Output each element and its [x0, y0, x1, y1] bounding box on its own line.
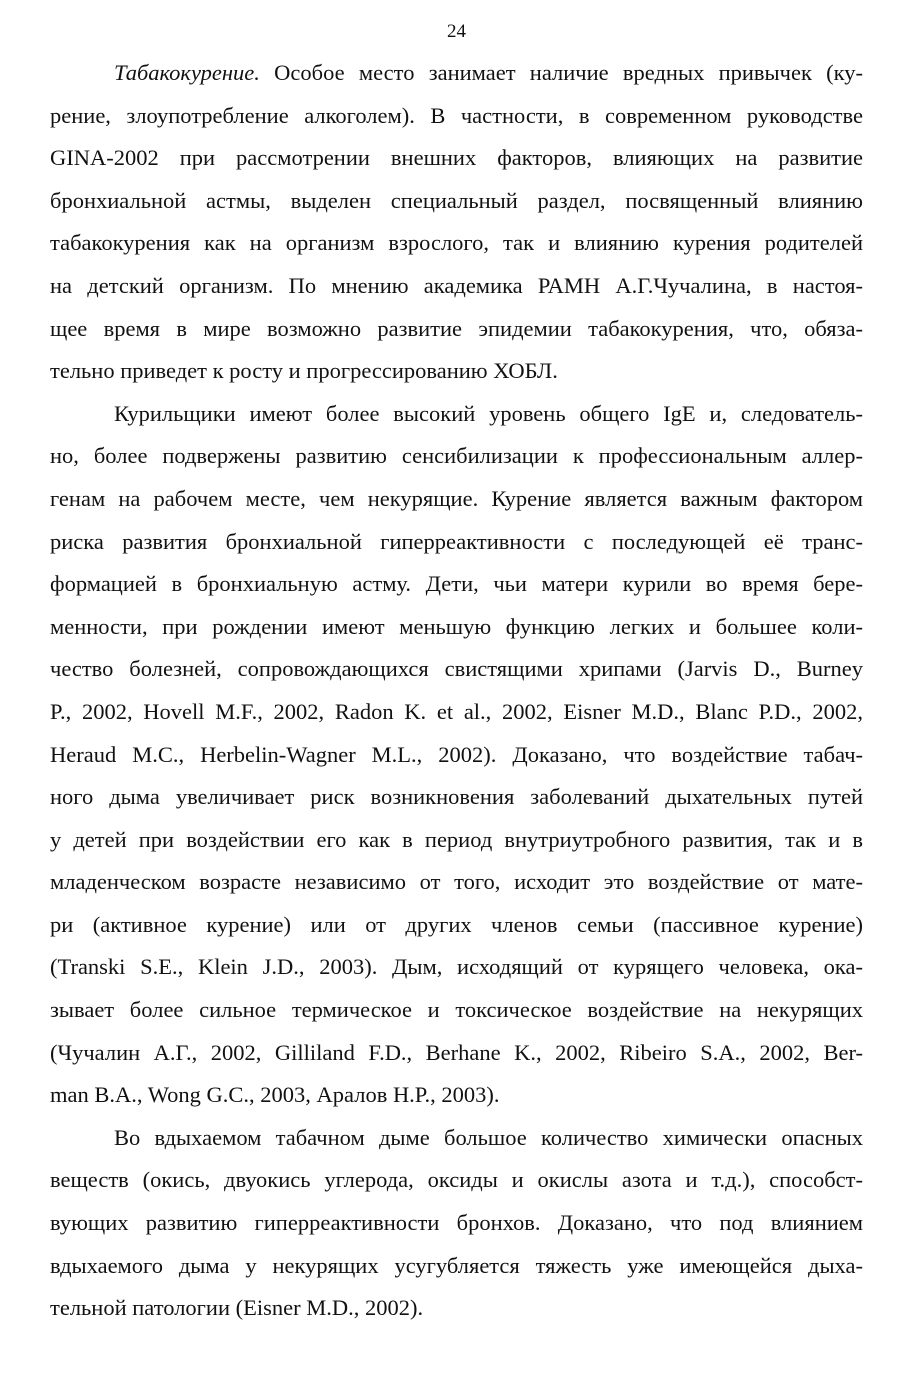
paragraph-1-line-1: [50, 52, 863, 95]
paragraph-1-line-4: бронхиальной астмы, выделен специальный раздел, посвященный влиянию: [50, 187, 863, 213]
paragraph-2-line-5: формацией в бронхиальную астму. Дети, чьи матери курили во время бере-: [50, 571, 863, 597]
paragraph-1-lead-term: Табакокурение.: [114, 60, 260, 85]
paragraph-1-line-1-text: Особое место занимает наличие вредных привычек (ку-: [259, 60, 863, 85]
paragraph-1-line-8: тельно приведет к росту и прогрессированию ХОБЛ.: [50, 358, 558, 384]
paragraph-1-line-3: GINA-2002 при рассмотрении внешних факторов, влияющих на развитие: [50, 145, 863, 171]
paragraph-2-line-15: зывает более сильное термическое и токсическое воздействие на некурящих: [50, 997, 863, 1023]
paragraph-2-line-3: генам на рабочем месте, чем некурящие. Курение является важным фактором: [50, 485, 863, 511]
paragraph-2-line-14: (Transki S.E., Klein J.D., 2003). Дым, исходящий от курящего человека, ока-: [50, 954, 863, 980]
paragraph-2-line-11: у детей при воздействии его как в период внутриутробного развития, так и в: [50, 826, 863, 852]
paragraph-2-line-10: ного дыма увеличивает риск возникновения заболеваний дыхательных путей: [50, 784, 863, 810]
paragraph-3-line-5: тельной патологии (Eisner M.D., 2002).: [50, 1295, 424, 1321]
paragraph-2-line-16: (Чучалин А.Г., 2002, Gilliland F.D., Berhane K., 2002, Ribeiro S.A., 2002, Ber-: [50, 1039, 863, 1065]
paragraph-3-line-4: вдыхаемого дыма у некурящих усугубляется тяжесть уже имеющейся дыха-: [50, 1252, 863, 1278]
paragraph-1-line-5: табакокурения как на организм взрослого, так и влиянию курения родителей: [50, 230, 863, 256]
paragraph-2-line-12: младенческом возрасте независимо от того, исходит это воздействие от мате-: [50, 869, 863, 895]
paragraph-2-line-9: Heraud M.C., Herbelin-Wagner M.L., 2002). Доказано, что воздействие табач-: [50, 741, 863, 767]
paragraph-2-line-2: но, более подвержены развитию сенсибилизации к профессиональным аллер-: [50, 443, 863, 469]
paragraph-3-line-3: вующих развитию гиперреактивности бронхов. Доказано, что под влиянием: [50, 1210, 863, 1236]
paragraph-2-line-6: менности, при рождении имеют меньшую функцию легких и большее коли-: [50, 613, 863, 639]
paragraph-3-line-2: веществ (окись, двуокись углерода, оксиды и окислы азота и т.д.), способст-: [50, 1167, 863, 1193]
paragraph-1-line-7: щее время в мире возможно развитие эпидемии табакокурения, что, обяза-: [50, 315, 863, 341]
paragraph-3-line-1: Во вдыхаемом табачном дыме большое количество химически опасных: [114, 1124, 863, 1150]
paragraph-2-line-4: риска развития бронхиальной гиперреактивности с последующей её транс-: [50, 528, 863, 554]
page-number: 24: [447, 21, 466, 42]
paragraph-2-line-17: man B.A., Wong G.C., 2003, Аралов Н.Р., 2003).: [50, 1082, 500, 1108]
paragraph-2-line-1: Курильщики имеют более высокий уровень общего IgE и, следователь-: [114, 400, 863, 426]
paragraph-2-line-7: чество болезней, сопровождающихся свистящими хрипами (Jarvis D., Burney: [50, 656, 863, 682]
paragraph-2-line-13: ри (активное курение) или от других членов семьи (пассивное курение): [50, 911, 863, 937]
paragraph-1-line-2: рение, злоупотребление алкоголем). В частности, в современном руководстве: [50, 102, 863, 128]
body-text: [50, 52, 863, 1330]
paragraph-2-line-8: P., 2002, Hovell M.F., 2002, Radon K. et al., 2002, Eisner M.D., Blanc P.D., 2002,: [50, 698, 863, 724]
paragraph-1-line-6: на детский организм. По мнению академика РАМН А.Г.Чучалина, в настоя-: [50, 272, 863, 298]
